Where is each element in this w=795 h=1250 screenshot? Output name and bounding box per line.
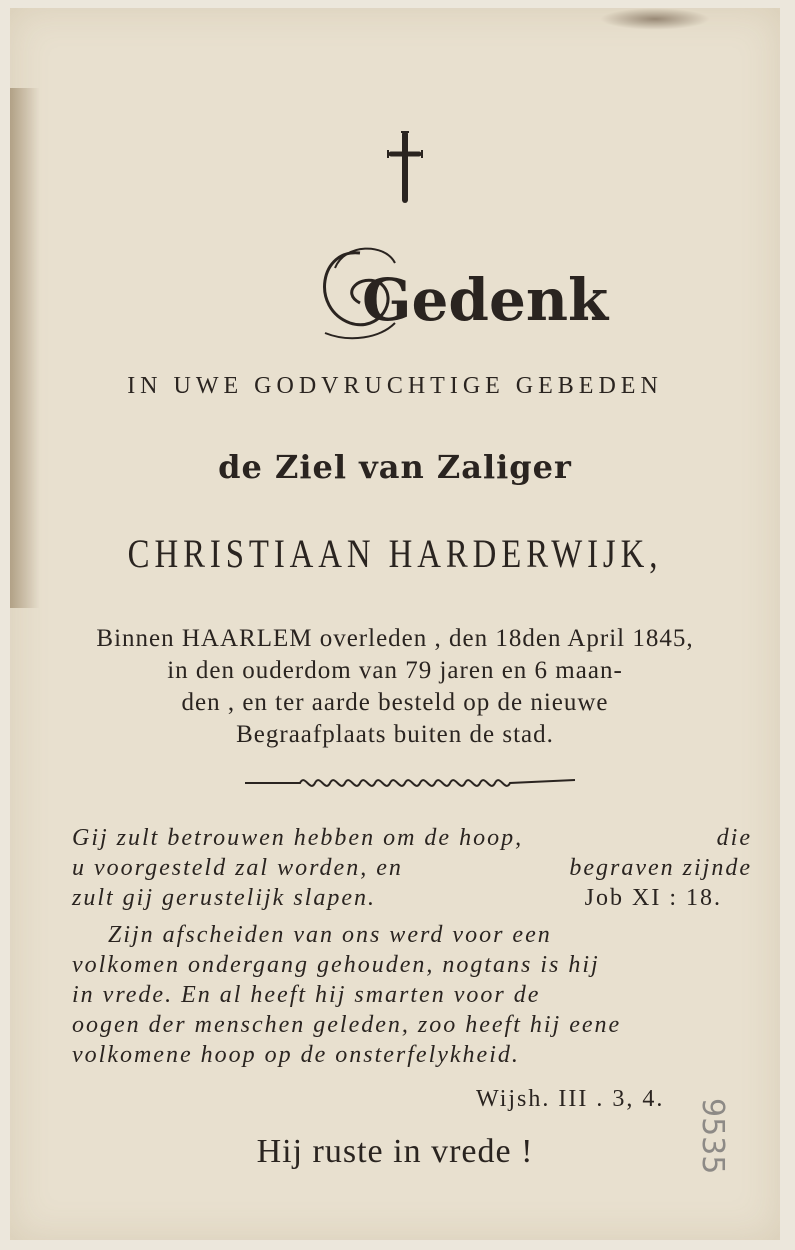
ornate-title (310, 238, 609, 348)
verse-job-line-1-end: die (716, 825, 752, 851)
memorial-card (10, 8, 780, 1240)
cross-icon (385, 128, 425, 208)
death-details (10, 623, 780, 751)
deceased-name: CHRISTIAAN HARDERWIJK, (127, 531, 663, 576)
intro-line: de Ziel van Zaliger (218, 448, 572, 486)
closing-line: Hij ruste in vrede ! (256, 1133, 534, 1170)
flourish-divider (245, 768, 575, 798)
verse-wisdom-line-4: oogen der menschen geleden, zoo heeft hij eene (72, 1012, 622, 1038)
verse-job-line-3: zult gij gerustelijk slapen. (72, 885, 376, 911)
details-line-1: Binnen HAARLEM overleden , den 18den April 1845, (96, 625, 694, 652)
verse-job (72, 823, 752, 913)
verse-wisdom-reference: Wijsh. III . 3, 4. (476, 1086, 665, 1112)
pencil-annotation: 9535 (695, 1098, 730, 1175)
verse-wisdom-line-1: Zijn afscheiden van ons werd voor een (108, 922, 552, 948)
verse-wisdom (72, 920, 752, 1070)
subtitle: IN UWE GODVRUCHTIGE GEBEDEN (127, 373, 663, 399)
details-line-2: in den ouderdom van 79 jaren en 6 maan- (167, 657, 623, 684)
verse-job-line-1: Gij zult betrouwen hebben om de hoop, (72, 825, 524, 851)
verse-wisdom-line-3: in vrede. En al heeft hij smarten voor de (72, 982, 541, 1008)
title-text: Gedenk (362, 266, 609, 334)
verse-job-reference: Job XI : 18. (584, 885, 722, 911)
paper-stain-left (10, 88, 40, 608)
verse-job-line-2: u voorgesteld zal worden, en (72, 855, 403, 881)
details-line-3: den , en ter aarde besteld op de nieuwe (181, 689, 609, 716)
details-line-4: Begraafplaats buiten de stad. (236, 721, 554, 748)
paper-stain-top (600, 8, 710, 30)
verse-wisdom-line-5: volkomene hoop op de onsterfelykheid. (72, 1042, 520, 1068)
verse-job-line-2-end: begraven zijnde (569, 855, 752, 881)
verse-wisdom-line-2: volkomen ondergang gehouden, nogtans is hij (72, 952, 600, 978)
